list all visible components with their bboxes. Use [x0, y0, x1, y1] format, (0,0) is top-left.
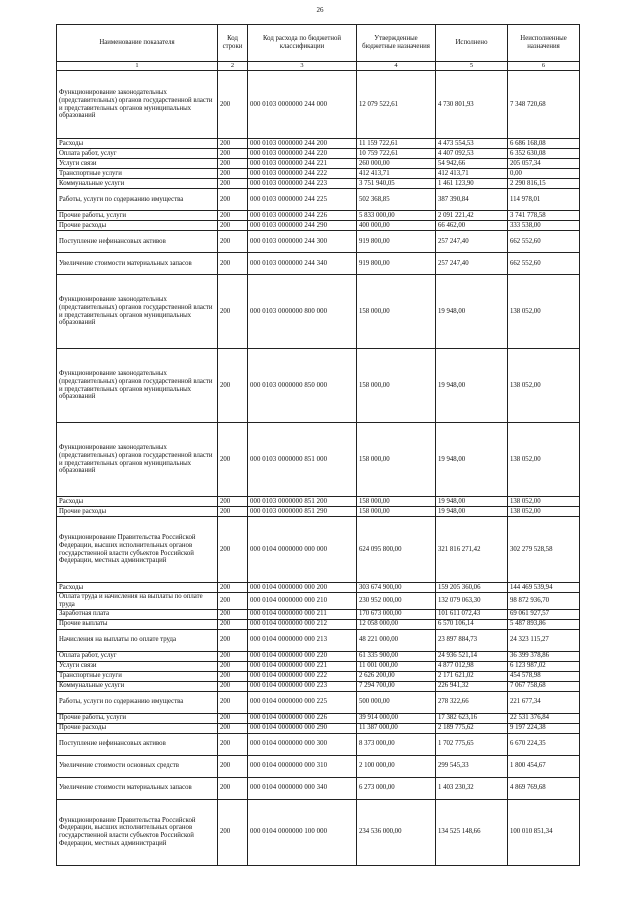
row-name: Транспортные услуги [57, 169, 218, 179]
row-name: Функционирование законодательных (представительных) органов государственной власти и представительных органов муниципальных образований [57, 349, 218, 423]
row-executed: 412 413,71 [436, 169, 508, 179]
row-name: Коммунальные услуги [57, 179, 218, 189]
row-budget-code: 000 0104 0000000 000 226 [248, 713, 357, 723]
table-row [57, 221, 580, 231]
row-name: Оплата работ, услуг [57, 149, 218, 159]
row-executed: 4 877 012,98 [436, 661, 508, 671]
row-unexecuted: 36 399 378,86 [508, 651, 580, 661]
row-unexecuted: 98 872 936,70 [508, 593, 580, 610]
row-name: Функционирование законодательных (представительных) органов государственной власти и представительных органов муниципальных образований [57, 423, 218, 497]
table-row [57, 231, 580, 253]
row-budget-code: 000 0103 0000000 244 222 [248, 169, 357, 179]
row-name: Функционирование Правительства Российской Федерации, высших исполнительных органов государственной власти субъектов Российской Федерации, местных администраций [57, 517, 218, 583]
row-unexecuted: 302 279 528,58 [508, 517, 580, 583]
row-line-code: 200 [218, 755, 248, 777]
row-budget-code: 000 0104 0000000 000 290 [248, 723, 357, 733]
row-approved: 8 373 000,00 [357, 733, 436, 755]
row-line-code: 200 [218, 497, 248, 507]
header-budget-code: Код расхода по бюджетной классификации [248, 25, 357, 62]
table-row [57, 497, 580, 507]
row-name: Работы, услуги по содержанию имущества [57, 189, 218, 211]
row-line-code: 200 [218, 609, 248, 619]
row-name: Расходы [57, 583, 218, 593]
table-row [57, 349, 580, 423]
row-unexecuted: 2 290 816,15 [508, 179, 580, 189]
row-unexecuted: 1 800 454,67 [508, 755, 580, 777]
row-name: Прочие выплаты [57, 619, 218, 629]
row-executed: 19 948,00 [436, 507, 508, 517]
table-row [57, 609, 580, 619]
row-budget-code: 000 0103 0000000 244 223 [248, 179, 357, 189]
table-row [57, 149, 580, 159]
table-row [57, 713, 580, 723]
table-row [57, 799, 580, 865]
row-budget-code: 000 0103 0000000 244 225 [248, 189, 357, 211]
row-approved: 158 000,00 [357, 275, 436, 349]
table-row [57, 629, 580, 651]
row-line-code: 200 [218, 583, 248, 593]
row-executed: 23 897 884,73 [436, 629, 508, 651]
row-approved: 3 751 940,05 [357, 179, 436, 189]
row-name: Увеличение стоимости основных средств [57, 755, 218, 777]
row-approved: 500 000,00 [357, 691, 436, 713]
row-name: Расходы [57, 497, 218, 507]
row-name: Увеличение стоимости материальных запасов [57, 777, 218, 799]
header-unexecuted: Неисполненные назначения [508, 25, 580, 62]
row-approved: 170 673 000,00 [357, 609, 436, 619]
column-number-row [57, 62, 580, 71]
row-unexecuted: 454 578,98 [508, 671, 580, 681]
row-name: Услуги связи [57, 159, 218, 169]
row-budget-code: 000 0103 0000000 244 290 [248, 221, 357, 231]
row-budget-code: 000 0104 0000000 000 213 [248, 629, 357, 651]
row-unexecuted: 114 978,01 [508, 189, 580, 211]
row-budget-code: 000 0103 0000000 244 000 [248, 71, 357, 139]
row-budget-code: 000 0104 0000000 000 223 [248, 681, 357, 691]
row-budget-code: 000 0103 0000000 244 200 [248, 139, 357, 149]
row-name: Прочие расходы [57, 507, 218, 517]
row-approved: 158 000,00 [357, 497, 436, 507]
table-row [57, 179, 580, 189]
row-line-code: 200 [218, 777, 248, 799]
row-name: Услуги связи [57, 661, 218, 671]
column-number: 6 [508, 62, 580, 71]
row-executed: 1 403 230,32 [436, 777, 508, 799]
row-unexecuted: 6 670 224,35 [508, 733, 580, 755]
row-budget-code: 000 0104 0000000 000 225 [248, 691, 357, 713]
row-executed: 257 247,40 [436, 253, 508, 275]
row-executed: 6 570 106,14 [436, 619, 508, 629]
header-executed: Исполнено [436, 25, 508, 62]
row-executed: 19 948,00 [436, 275, 508, 349]
table-row [57, 169, 580, 179]
row-line-code: 200 [218, 169, 248, 179]
row-line-code: 200 [218, 253, 248, 275]
row-line-code: 200 [218, 275, 248, 349]
row-line-code: 200 [218, 517, 248, 583]
column-number: 3 [248, 62, 357, 71]
row-approved: 11 159 722,61 [357, 139, 436, 149]
table-row [57, 651, 580, 661]
table-row [57, 593, 580, 610]
row-budget-code: 000 0103 0000000 800 000 [248, 275, 357, 349]
row-unexecuted: 6 123 987,02 [508, 661, 580, 671]
page-number: 26 [316, 6, 324, 14]
row-line-code: 200 [218, 681, 248, 691]
row-line-code: 200 [218, 211, 248, 221]
row-executed: 159 205 360,06 [436, 583, 508, 593]
row-budget-code: 000 0103 0000000 851 200 [248, 497, 357, 507]
row-name: Функционирование законодательных (представительных) органов государственной власти и представительных органов муниципальных образований [57, 275, 218, 349]
row-name: Функционирование законодательных (представительных) органов государственной власти и представительных органов муниципальных образований [57, 71, 218, 139]
row-line-code: 200 [218, 629, 248, 651]
row-unexecuted: 138 052,00 [508, 507, 580, 517]
row-approved: 2 100 000,00 [357, 755, 436, 777]
row-executed: 1 702 775,65 [436, 733, 508, 755]
row-line-code: 200 [218, 221, 248, 231]
row-executed: 387 390,84 [436, 189, 508, 211]
row-approved: 230 952 000,00 [357, 593, 436, 610]
row-approved: 2 626 200,00 [357, 671, 436, 681]
row-line-code: 200 [218, 713, 248, 723]
table-row [57, 671, 580, 681]
row-approved: 260 000,00 [357, 159, 436, 169]
row-budget-code: 000 0104 0000000 000 200 [248, 583, 357, 593]
row-budget-code: 000 0103 0000000 851 290 [248, 507, 357, 517]
row-unexecuted: 5 487 893,86 [508, 619, 580, 629]
row-approved: 39 914 000,00 [357, 713, 436, 723]
table-row [57, 517, 580, 583]
row-unexecuted: 333 538,00 [508, 221, 580, 231]
row-executed: 257 247,40 [436, 231, 508, 253]
row-line-code: 200 [218, 691, 248, 713]
row-approved: 7 294 700,00 [357, 681, 436, 691]
header-line-code: Код строки [218, 25, 248, 62]
row-unexecuted: 24 323 115,27 [508, 629, 580, 651]
row-executed: 278 322,66 [436, 691, 508, 713]
row-name: Поступление нефинансовых активов [57, 733, 218, 755]
table-row [57, 189, 580, 211]
row-name: Транспортные услуги [57, 671, 218, 681]
table-row [57, 723, 580, 733]
row-line-code: 200 [218, 593, 248, 610]
row-name: Расходы [57, 139, 218, 149]
row-budget-code: 000 0104 0000000 000 211 [248, 609, 357, 619]
row-approved: 400 000,00 [357, 221, 436, 231]
row-line-code: 200 [218, 423, 248, 497]
row-budget-code: 000 0103 0000000 244 220 [248, 149, 357, 159]
row-unexecuted: 138 052,00 [508, 275, 580, 349]
row-budget-code: 000 0104 0000000 100 000 [248, 799, 357, 865]
row-approved: 234 536 000,00 [357, 799, 436, 865]
row-executed: 1 461 123,90 [436, 179, 508, 189]
row-budget-code: 000 0104 0000000 000 221 [248, 661, 357, 671]
row-unexecuted: 138 052,00 [508, 497, 580, 507]
row-unexecuted: 9 197 224,38 [508, 723, 580, 733]
row-executed: 4 730 801,93 [436, 71, 508, 139]
row-executed: 2 189 775,62 [436, 723, 508, 733]
table-row [57, 755, 580, 777]
header-indicator-name: Наименование показателя [57, 25, 218, 62]
row-budget-code: 000 0104 0000000 000 300 [248, 733, 357, 755]
row-unexecuted: 144 469 539,94 [508, 583, 580, 593]
row-name: Функционирование Правительства Российской Федерации, высших исполнительных органов государственной власти субъектов Российской Федерации, местных администраций [57, 799, 218, 865]
table-row [57, 253, 580, 275]
table-row [57, 159, 580, 169]
row-line-code: 200 [218, 179, 248, 189]
row-line-code: 200 [218, 149, 248, 159]
row-unexecuted: 662 552,60 [508, 231, 580, 253]
row-line-code: 200 [218, 619, 248, 629]
row-line-code: 200 [218, 231, 248, 253]
row-line-code: 200 [218, 189, 248, 211]
row-approved: 61 335 900,00 [357, 651, 436, 661]
row-name: Прочие расходы [57, 723, 218, 733]
table-row [57, 619, 580, 629]
row-line-code: 200 [218, 71, 248, 139]
row-executed: 226 941,32 [436, 681, 508, 691]
row-budget-code: 000 0103 0000000 244 300 [248, 231, 357, 253]
row-budget-code: 000 0104 0000000 000 340 [248, 777, 357, 799]
row-line-code: 200 [218, 139, 248, 149]
table-row [57, 71, 580, 139]
row-executed: 19 948,00 [436, 349, 508, 423]
table-row [57, 507, 580, 517]
table-row [57, 681, 580, 691]
row-approved: 11 001 000,00 [357, 661, 436, 671]
row-line-code: 200 [218, 651, 248, 661]
budget-execution-table [56, 24, 580, 866]
table-row [57, 211, 580, 221]
row-executed: 321 816 271,42 [436, 517, 508, 583]
table-header-row [57, 25, 580, 62]
row-executed: 132 079 063,30 [436, 593, 508, 610]
row-executed: 4 473 554,53 [436, 139, 508, 149]
row-executed: 19 948,00 [436, 497, 508, 507]
row-approved: 919 800,00 [357, 231, 436, 253]
row-executed: 2 091 221,42 [436, 211, 508, 221]
row-name: Прочие работы, услуги [57, 713, 218, 723]
row-budget-code: 000 0103 0000000 244 340 [248, 253, 357, 275]
row-executed: 66 462,00 [436, 221, 508, 231]
row-budget-code: 000 0104 0000000 000 212 [248, 619, 357, 629]
header-approved: Утвержденные бюджетные назначения [357, 25, 436, 62]
row-line-code: 200 [218, 507, 248, 517]
row-unexecuted: 0,00 [508, 169, 580, 179]
row-approved: 5 833 000,00 [357, 211, 436, 221]
row-budget-code: 000 0104 0000000 000 000 [248, 517, 357, 583]
row-budget-code: 000 0104 0000000 000 210 [248, 593, 357, 610]
row-executed: 2 171 621,02 [436, 671, 508, 681]
row-unexecuted: 7 348 720,68 [508, 71, 580, 139]
row-approved: 303 674 900,00 [357, 583, 436, 593]
row-unexecuted: 221 677,34 [508, 691, 580, 713]
row-executed: 299 545,33 [436, 755, 508, 777]
row-unexecuted: 69 061 927,57 [508, 609, 580, 619]
row-approved: 12 079 522,61 [357, 71, 436, 139]
row-name: Прочие расходы [57, 221, 218, 231]
column-number: 5 [436, 62, 508, 71]
row-unexecuted: 7 067 758,68 [508, 681, 580, 691]
row-line-code: 200 [218, 159, 248, 169]
row-unexecuted: 662 552,60 [508, 253, 580, 275]
row-name: Работы, услуги по содержанию имущества [57, 691, 218, 713]
row-unexecuted: 100 010 851,34 [508, 799, 580, 865]
row-budget-code: 000 0103 0000000 850 000 [248, 349, 357, 423]
row-name: Оплата труда и начисления на выплаты по оплате труда [57, 593, 218, 610]
column-number: 1 [57, 62, 218, 71]
row-approved: 158 000,00 [357, 507, 436, 517]
row-unexecuted: 205 057,34 [508, 159, 580, 169]
row-line-code: 200 [218, 733, 248, 755]
row-approved: 48 221 000,00 [357, 629, 436, 651]
row-executed: 19 948,00 [436, 423, 508, 497]
table-row [57, 661, 580, 671]
row-budget-code: 000 0104 0000000 000 220 [248, 651, 357, 661]
table-row [57, 691, 580, 713]
row-unexecuted: 6 352 630,08 [508, 149, 580, 159]
row-approved: 624 095 800,00 [357, 517, 436, 583]
row-line-code: 200 [218, 799, 248, 865]
row-executed: 4 407 092,53 [436, 149, 508, 159]
row-approved: 158 000,00 [357, 423, 436, 497]
row-approved: 12 058 000,00 [357, 619, 436, 629]
row-name: Коммунальные услуги [57, 681, 218, 691]
row-executed: 134 525 148,66 [436, 799, 508, 865]
row-unexecuted: 4 869 769,68 [508, 777, 580, 799]
row-unexecuted: 22 531 376,84 [508, 713, 580, 723]
table-row [57, 777, 580, 799]
row-budget-code: 000 0104 0000000 000 310 [248, 755, 357, 777]
row-line-code: 200 [218, 349, 248, 423]
table-row [57, 275, 580, 349]
row-line-code: 200 [218, 723, 248, 733]
row-name: Заработная плата [57, 609, 218, 619]
row-name: Начисления на выплаты по оплате труда [57, 629, 218, 651]
row-approved: 11 387 000,00 [357, 723, 436, 733]
row-name: Увеличение стоимости материальных запасов [57, 253, 218, 275]
table-row [57, 423, 580, 497]
table-row [57, 583, 580, 593]
row-approved: 919 800,00 [357, 253, 436, 275]
row-executed: 101 611 072,43 [436, 609, 508, 619]
row-budget-code: 000 0103 0000000 244 226 [248, 211, 357, 221]
row-executed: 54 942,66 [436, 159, 508, 169]
row-unexecuted: 138 052,00 [508, 423, 580, 497]
column-number: 2 [218, 62, 248, 71]
row-budget-code: 000 0104 0000000 000 222 [248, 671, 357, 681]
row-executed: 17 382 623,16 [436, 713, 508, 723]
row-approved: 6 273 000,00 [357, 777, 436, 799]
table-row [57, 733, 580, 755]
table-body [57, 71, 580, 866]
table-row [57, 139, 580, 149]
row-approved: 412 413,71 [357, 169, 436, 179]
row-budget-code: 000 0103 0000000 851 000 [248, 423, 357, 497]
row-name: Поступление нефинансовых активов [57, 231, 218, 253]
column-number: 4 [357, 62, 436, 71]
row-name: Оплата работ, услуг [57, 651, 218, 661]
row-unexecuted: 138 052,00 [508, 349, 580, 423]
row-name: Прочие работы, услуги [57, 211, 218, 221]
row-unexecuted: 6 686 168,08 [508, 139, 580, 149]
row-unexecuted: 3 741 778,58 [508, 211, 580, 221]
row-line-code: 200 [218, 671, 248, 681]
row-approved: 10 759 722,61 [357, 149, 436, 159]
row-budget-code: 000 0103 0000000 244 221 [248, 159, 357, 169]
row-approved: 502 368,85 [357, 189, 436, 211]
row-line-code: 200 [218, 661, 248, 671]
row-approved: 158 000,00 [357, 349, 436, 423]
row-executed: 24 936 521,14 [436, 651, 508, 661]
